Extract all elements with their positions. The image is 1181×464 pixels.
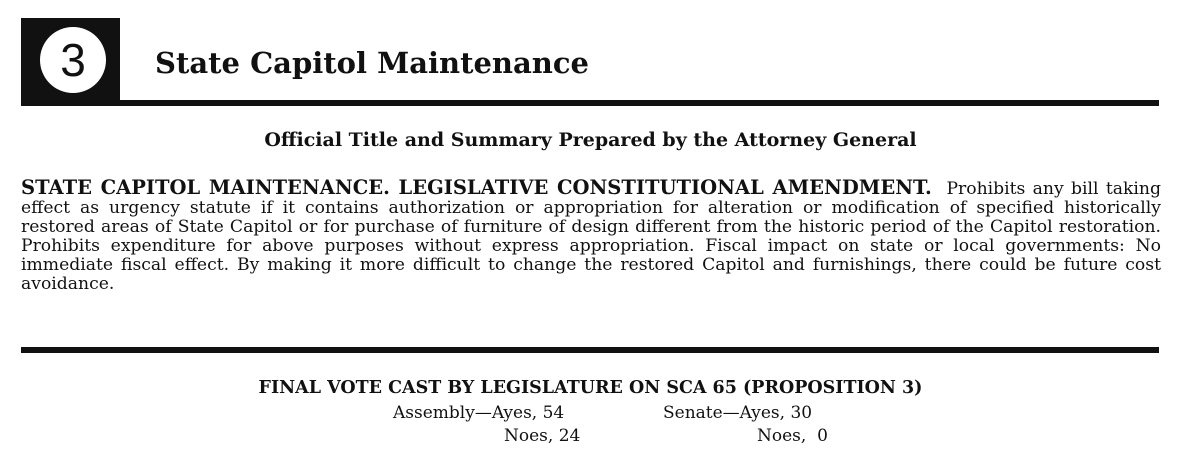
proposition-number-box	[21, 18, 120, 104]
summary-divider	[21, 347, 1159, 353]
summary-paragraph	[21, 178, 1161, 294]
senate-ayes: Senate—Ayes, 30	[663, 403, 813, 423]
page-title: State Capitol Maintenance	[155, 46, 589, 80]
vote-heading: FINAL VOTE CAST BY LEGISLATURE ON SCA 65 (PROPOSITION 3)	[258, 378, 923, 398]
summary-body: Prohibits any bill taking effect as urgency statute if it contains authorization or appropriation for alteration or modification of specified historically restored areas of State Capitol or for purchase of furniture of design different from the historic period of the Capitol restoration. Prohibits expenditure for above purposes without express appropriation. Fiscal impact on state or local governments: No immediate fiscal effect. By making it more difficult to change the restored Capitol and furnishings, there could be future cost avoidance.	[21, 179, 1161, 294]
assembly-ayes: Assembly—Ayes, 54	[393, 403, 565, 423]
proposition-number: 3	[40, 27, 106, 93]
assembly-noes: Noes, 24	[504, 426, 581, 446]
summary-lead: STATE CAPITOL MAINTENANCE. LEGISLATIVE CONSTITUTIONAL AMENDMENT.	[21, 176, 932, 199]
senate-noes: Noes, 0	[757, 426, 828, 446]
header-divider	[21, 100, 1159, 106]
summary-heading: Official Title and Summary Prepared by the Attorney General	[264, 129, 917, 151]
